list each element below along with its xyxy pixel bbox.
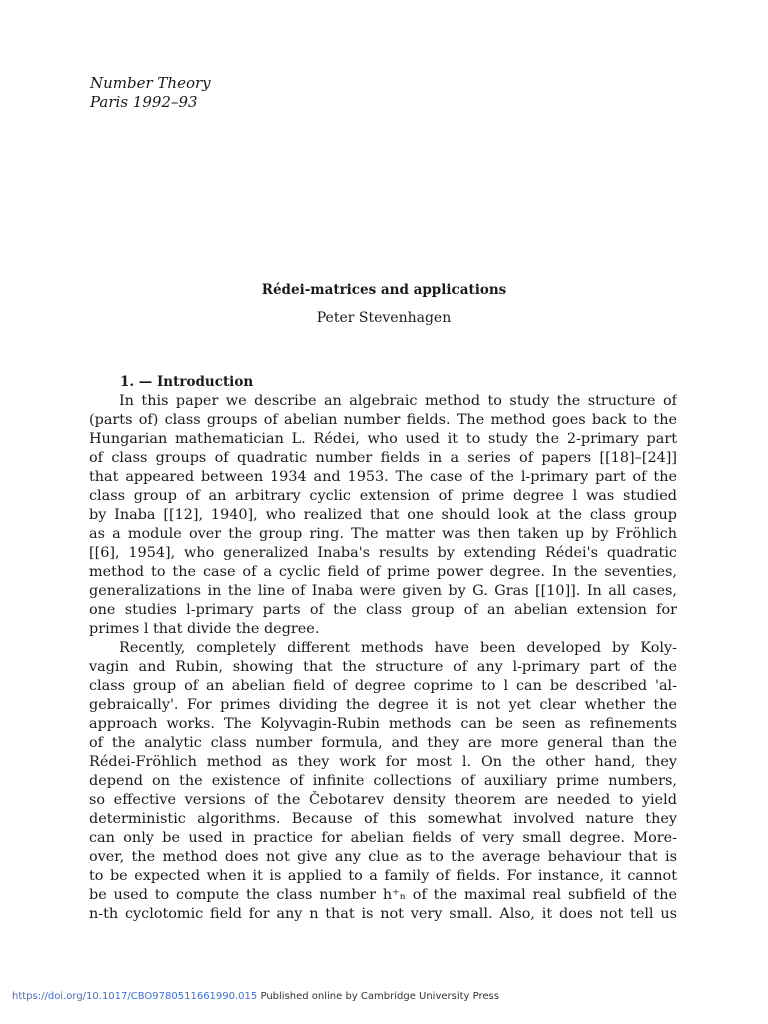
text-line: so effective versions of the Čebotarev density theorem are needed to yield bbox=[89, 792, 677, 808]
text-line: deterministic algorithms. Because of this somewhat involved nature they bbox=[89, 811, 677, 827]
text-line: by Inaba [[12], 1940], who realized that one should look at the class group bbox=[89, 507, 677, 523]
publication-note: Published online by Cambridge University Press bbox=[257, 991, 499, 1002]
header-series-title: Number Theory bbox=[90, 74, 211, 92]
text-line: over, the method does not give any clue as to the average behaviour that is bbox=[89, 849, 677, 865]
paper-title: Rédei-matrices and applications bbox=[261, 282, 507, 298]
text-line: vagin and Rubin, showing that the structure of any l-primary part of the bbox=[89, 659, 677, 675]
text-line: as a module over the group ring. The matter was then taken up by Fröhlich bbox=[89, 526, 677, 542]
text-line: class group of an abelian field of degree coprime to l can be described 'al- bbox=[89, 678, 677, 694]
text-line: of the analytic class number formula, and they are more general than the bbox=[89, 735, 677, 751]
text-line: that appeared between 1934 and 1953. The case of the l-primary part of the bbox=[89, 469, 677, 485]
text-line: Recently, completely different methods have been developed by Koly- bbox=[119, 640, 677, 656]
text-line: class group of an arbitrary cyclic extension of prime degree l was studied bbox=[89, 488, 677, 504]
doi-link[interactable]: https://doi.org/10.1017/CBO9780511661990.015 bbox=[12, 991, 258, 1002]
text-line: can only be used in practice for abelian fields of very small degree. More- bbox=[89, 830, 677, 846]
page-footer bbox=[12, 991, 499, 1002]
text-line: primes l that divide the degree. bbox=[89, 621, 320, 637]
running-header bbox=[90, 74, 211, 112]
text-line: Rédei-Fröhlich method as they work for most l. On the other hand, they bbox=[89, 754, 677, 770]
text-line: depend on the existence of infinite collections of auxiliary prime numbers, bbox=[89, 773, 677, 789]
text-line: n-th cyclotomic field for any n that is not very small. Also, it does not tell us bbox=[89, 906, 677, 922]
text-line: one studies l-primary parts of the class group of an abelian extension for bbox=[89, 602, 677, 618]
text-line: to be expected when it is applied to a family of fields. For instance, it cannot bbox=[89, 868, 677, 884]
text-line: approach works. The Kolyvagin-Rubin methods can be seen as refinements bbox=[89, 716, 677, 732]
text-line: be used to compute the class number h⁺ₙ of the maximal real subfield of the bbox=[89, 887, 677, 903]
text-line: of class groups of quadratic number fields in a series of papers [[18]–[24]] bbox=[89, 450, 677, 466]
text-line: In this paper we describe an algebraic method to study the structure of bbox=[119, 393, 677, 409]
section-heading: 1. — Introduction bbox=[120, 374, 254, 390]
section-body bbox=[89, 392, 677, 924]
text-line: Hungarian mathematician L. Rédei, who used it to study the 2-primary part bbox=[89, 431, 677, 447]
paper-author: Peter Stevenhagen bbox=[316, 310, 452, 326]
text-line: (parts of) class groups of abelian number fields. The method goes back to the bbox=[89, 412, 677, 428]
text-line: method to the case of a cyclic field of prime power degree. In the seventies, bbox=[89, 564, 677, 580]
text-line: generalizations in the line of Inaba were given by G. Gras [[10]]. In all cases, bbox=[89, 583, 677, 599]
text-line: gebraically'. For primes dividing the degree it is not yet clear whether the bbox=[89, 697, 677, 713]
text-line: [[6], 1954], who generalized Inaba's results by extending Rédei's quadratic bbox=[89, 545, 677, 561]
header-location-years: Paris 1992–93 bbox=[90, 93, 198, 111]
